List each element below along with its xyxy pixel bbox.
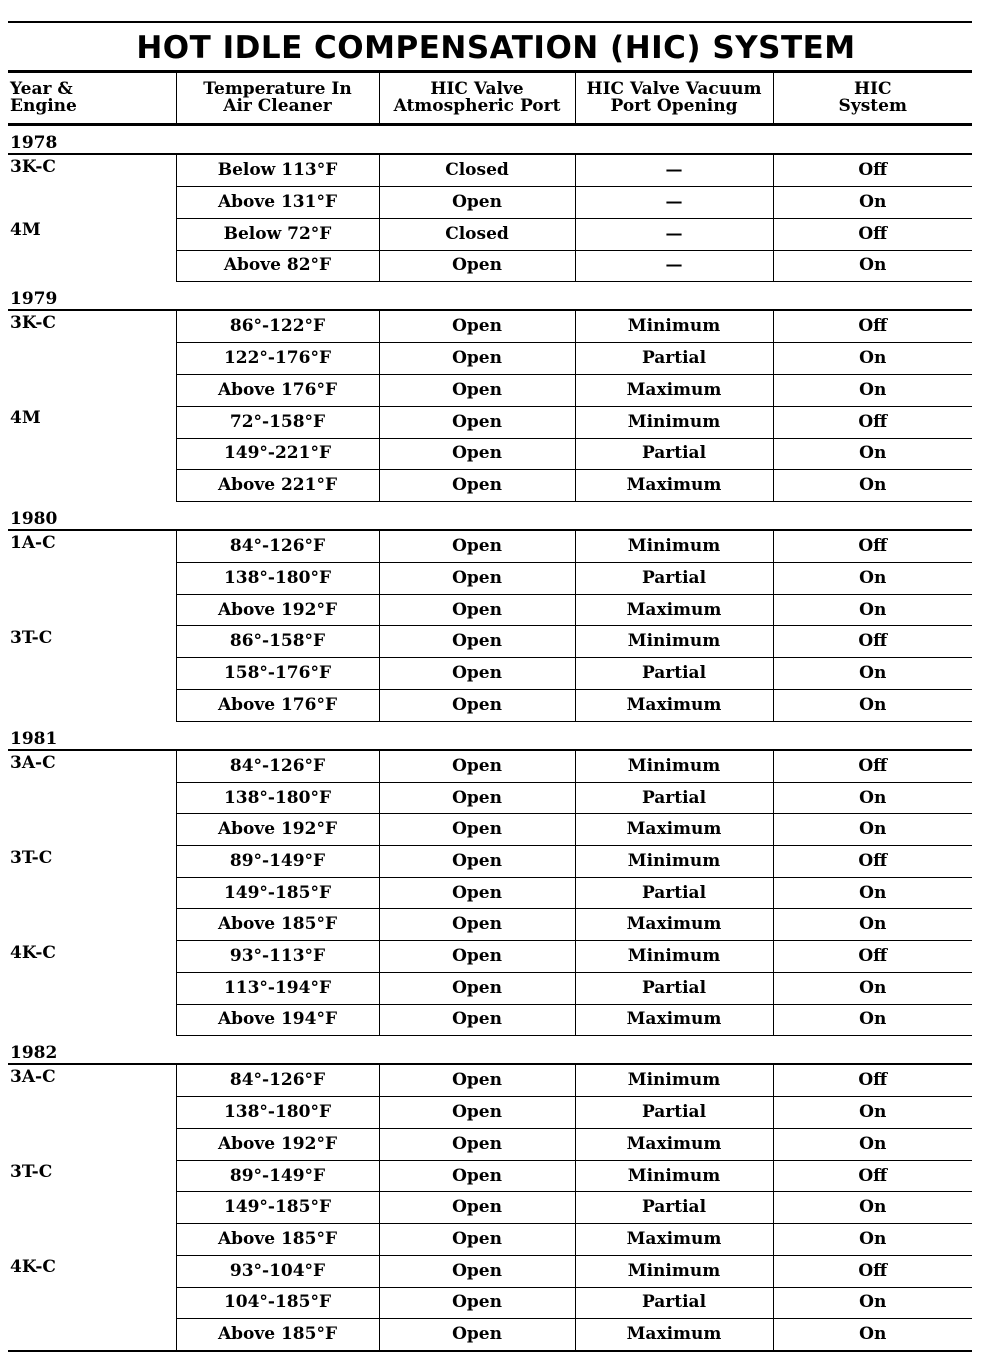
atmospheric-port-cell: Open [379,310,575,343]
temperature-cell: 149°-221°F [176,438,379,470]
header-temperature-line2: Air Cleaner [223,96,332,116]
atmospheric-port-cell: Open [379,594,575,626]
atmospheric-port-cell: Open [379,941,575,973]
hic-system-cell: On [773,877,972,909]
hic-system-cell: Off [773,310,972,343]
temperature-cell: 104°-185°F [176,1287,379,1319]
header-atmospheric-port-line1: HIC Valve [430,79,524,99]
temperature-cell: Above 185°F [176,1319,379,1352]
hic-system-cell: On [773,470,972,502]
table-row [8,1224,972,1256]
engine-cell [8,594,176,626]
table-row [8,941,972,973]
table-row [8,909,972,941]
vacuum-port-cell: Minimum [575,310,773,343]
temperature-cell: 89°-149°F [176,846,379,878]
engine-cell: 1A-C [10,532,56,553]
engine-cell [8,1097,176,1129]
header-vacuum-port [575,73,773,125]
atmospheric-port-cell: Open [379,689,575,721]
atmospheric-port-cell: Closed [379,154,575,187]
page-title: HOT IDLE COMPENSATION (HIC) SYSTEM [136,30,856,66]
atmospheric-port-cell: Open [379,1255,575,1287]
header-hic-system-line1: HIC [853,79,892,99]
temperature-cell: Above 131°F [176,187,379,219]
temperature-cell: 93°-113°F [176,941,379,973]
table-row [8,1160,972,1192]
atmospheric-port-cell: Open [379,1160,575,1192]
vacuum-port-cell: Partial [575,563,773,595]
vacuum-port-cell: Partial [575,1287,773,1319]
temperature-cell: 84°-126°F [176,1064,379,1097]
engine-cell: 3T-C [10,1162,53,1183]
table-row [8,1004,972,1036]
year-label: 1982 [8,1036,972,1065]
vacuum-port-cell: Partial [575,658,773,690]
vacuum-port-cell: Maximum [575,689,773,721]
year-row [8,501,972,530]
table-body [8,125,972,1352]
hic-system-cell: On [773,187,972,219]
hic-system-cell: On [773,909,972,941]
table-row [8,310,972,343]
table-row [8,594,972,626]
header-year-engine-line2: Engine [10,96,77,116]
vacuum-port-cell: Minimum [575,1255,773,1287]
engine-cell [8,375,176,407]
atmospheric-port-cell: Open [379,343,575,375]
engine-cell [8,250,176,282]
temperature-cell: 84°-126°F [176,530,379,563]
temperature-cell: 86°-122°F [176,310,379,343]
table-row [8,470,972,502]
vacuum-port-cell: Minimum [575,530,773,563]
temperature-cell: 158°-176°F [176,658,379,690]
year-row [8,1036,972,1065]
temperature-cell: Above 221°F [176,470,379,502]
atmospheric-port-cell: Open [379,1097,575,1129]
table-row [8,689,972,721]
table-row [8,1192,972,1224]
atmospheric-port-cell: Open [379,909,575,941]
top-rule [8,21,972,23]
table-row [8,1064,972,1097]
year-row [8,282,972,311]
vacuum-port-cell: Minimum [575,941,773,973]
hic-system-cell: On [773,1319,972,1352]
engine-cell: 3T-C [10,627,53,648]
header-vacuum-port-line2: Port Opening [610,96,738,116]
engine-cell [8,814,176,846]
atmospheric-port-cell: Open [379,406,575,438]
vacuum-port-cell: Minimum [575,406,773,438]
header-hic-system [773,73,972,125]
table-row [8,1129,972,1161]
vacuum-port-cell: Partial [575,972,773,1004]
temperature-cell: 86°-158°F [176,626,379,658]
hic-system-cell: On [773,782,972,814]
engine-cell [8,658,176,690]
table-row [8,1287,972,1319]
vacuum-port-cell: Maximum [575,594,773,626]
hic-system-cell: On [773,972,972,1004]
engine-cell [8,1192,176,1224]
engine-cell [8,782,176,814]
header-row [8,73,972,125]
engine-cell [8,1287,176,1319]
engine-cell: 3A-C [10,752,56,773]
engine-cell [8,470,176,502]
temperature-cell: 113°-194°F [176,972,379,1004]
temperature-cell: 149°-185°F [176,877,379,909]
temperature-cell: 149°-185°F [176,1192,379,1224]
atmospheric-port-cell: Open [379,1287,575,1319]
vacuum-port-cell: Maximum [575,1129,773,1161]
atmospheric-port-cell: Open [379,972,575,1004]
header-temperature-line1: Temperature In [203,79,352,99]
table-row [8,1097,972,1129]
temperature-cell: Below 72°F [176,218,379,250]
table-row [8,438,972,470]
hic-system-cell: Off [773,750,972,783]
hic-system-cell: On [773,375,972,407]
table-row [8,626,972,658]
header-atmospheric-port [379,73,575,125]
hic-system-cell: Off [773,1160,972,1192]
vacuum-port-cell: — [575,250,773,282]
table-row [8,877,972,909]
vacuum-port-cell: Partial [575,343,773,375]
vacuum-port-cell: Maximum [575,909,773,941]
hic-system-cell: Off [773,154,972,187]
table-row [8,218,972,250]
header-vacuum-port-line1: HIC Valve Vacuum [586,79,762,99]
table-row [8,1319,972,1352]
atmospheric-port-cell: Open [379,1224,575,1256]
temperature-cell: Above 192°F [176,594,379,626]
year-label: 1978 [8,125,972,155]
temperature-cell: 89°-149°F [176,1160,379,1192]
hic-system-cell: On [773,438,972,470]
vacuum-port-cell: Minimum [575,626,773,658]
header-hic-system-line2: System [838,96,907,116]
table-row [8,846,972,878]
atmospheric-port-cell: Open [379,658,575,690]
atmospheric-port-cell: Open [379,782,575,814]
table-row [8,658,972,690]
vacuum-port-cell: Partial [575,877,773,909]
engine-cell [8,187,176,219]
table-row [8,154,972,187]
temperature-cell: Above 192°F [176,1129,379,1161]
vacuum-port-cell: Maximum [575,1319,773,1352]
hic-system-cell: On [773,1287,972,1319]
table-row [8,563,972,595]
hic-system-cell: On [773,563,972,595]
year-label: 1979 [8,282,972,311]
year-row [8,721,972,750]
header-atmospheric-port-line2: Atmospheric Port [393,96,561,116]
atmospheric-port-cell: Open [379,250,575,282]
temperature-cell: 138°-180°F [176,782,379,814]
table-row [8,530,972,563]
table-row [8,250,972,282]
vacuum-port-cell: Maximum [575,470,773,502]
temperature-cell: 72°-158°F [176,406,379,438]
hic-system-cell: Off [773,941,972,973]
atmospheric-port-cell: Open [379,1319,575,1352]
temperature-cell: Above 192°F [176,814,379,846]
hic-system-cell: On [773,658,972,690]
year-label: 1980 [8,501,972,530]
engine-cell: 4M [10,408,41,429]
hic-system-cell: Off [773,406,972,438]
hic-system-cell: Off [773,530,972,563]
vacuum-port-cell: Maximum [575,1004,773,1036]
hic-system-cell: On [773,1224,972,1256]
atmospheric-port-cell: Open [379,438,575,470]
header-year-engine-line1: Year & [10,79,73,99]
hic-system-cell: Off [773,626,972,658]
engine-cell: 3K-C [10,157,56,177]
engine-cell [8,972,176,1004]
table-row [8,406,972,438]
hic-system-cell: On [773,1129,972,1161]
atmospheric-port-cell: Open [379,470,575,502]
temperature-cell: 93°-104°F [176,1255,379,1287]
atmospheric-port-cell: Open [379,563,575,595]
vacuum-port-cell: Minimum [575,1160,773,1192]
engine-cell: 3A-C [10,1067,56,1088]
hic-system-cell: On [773,250,972,282]
engine-cell [8,343,176,375]
engine-cell: 4K-C [10,942,56,963]
hic-system-cell: On [773,594,972,626]
vacuum-port-cell: Minimum [575,1064,773,1097]
temperature-cell: 84°-126°F [176,750,379,783]
table-row [8,972,972,1004]
atmospheric-port-cell: Open [379,1004,575,1036]
engine-cell [8,438,176,470]
temperature-cell: Above 185°F [176,1224,379,1256]
atmospheric-port-cell: Open [379,846,575,878]
temperature-cell: Below 113°F [176,154,379,187]
vacuum-port-cell: Partial [575,1097,773,1129]
table-row [8,343,972,375]
header-temperature [176,73,379,125]
temperature-cell: Above 185°F [176,909,379,941]
hic-system-cell: Off [773,1064,972,1097]
vacuum-port-cell: Partial [575,438,773,470]
vacuum-port-cell: Minimum [575,846,773,878]
header-year-engine [8,73,176,125]
atmospheric-port-cell: Open [379,750,575,783]
table-row [8,187,972,219]
atmospheric-port-cell: Open [379,1192,575,1224]
engine-cell [8,563,176,595]
table-row [8,782,972,814]
temperature-cell: Above 194°F [176,1004,379,1036]
temperature-cell: 122°-176°F [176,343,379,375]
atmospheric-port-cell: Open [379,814,575,846]
atmospheric-port-cell: Closed [379,218,575,250]
hic-system-cell: Off [773,1255,972,1287]
atmospheric-port-cell: Open [379,1064,575,1097]
atmospheric-port-cell: Open [379,877,575,909]
hic-system-cell: On [773,1192,972,1224]
temperature-cell: 138°-180°F [176,1097,379,1129]
vacuum-port-cell: Minimum [575,750,773,783]
temperature-cell: Above 82°F [176,250,379,282]
engine-cell: 3K-C [10,313,56,334]
hic-system-cell: Off [773,846,972,878]
table-row [8,750,972,783]
year-row [8,125,972,155]
engine-cell [8,1224,176,1256]
atmospheric-port-cell: Open [379,187,575,219]
vacuum-port-cell: Maximum [575,1224,773,1256]
vacuum-port-cell: — [575,218,773,250]
engine-cell: 4K-C [10,1257,56,1278]
vacuum-port-cell: — [575,187,773,219]
temperature-cell: Above 176°F [176,375,379,407]
table-row [8,814,972,846]
vacuum-port-cell: Maximum [575,814,773,846]
vacuum-port-cell: — [575,154,773,187]
temperature-cell: Above 176°F [176,689,379,721]
hic-system-cell: On [773,343,972,375]
hic-system-cell: Off [773,218,972,250]
atmospheric-port-cell: Open [379,375,575,407]
engine-cell [8,1319,176,1352]
table-row [8,375,972,407]
engine-cell: 3T-C [10,847,53,868]
hic-system-cell: On [773,1004,972,1036]
year-label: 1981 [8,721,972,750]
vacuum-port-cell: Maximum [575,375,773,407]
atmospheric-port-cell: Open [379,1129,575,1161]
atmospheric-port-cell: Open [379,530,575,563]
engine-cell [8,877,176,909]
engine-cell [8,909,176,941]
vacuum-port-cell: Partial [575,782,773,814]
table-row [8,1255,972,1287]
hic-system-cell: On [773,814,972,846]
atmospheric-port-cell: Open [379,626,575,658]
engine-cell: 4M [10,220,41,241]
engine-cell [8,689,176,721]
vacuum-port-cell: Partial [575,1192,773,1224]
temperature-cell: 138°-180°F [176,563,379,595]
hic-system-cell: On [773,1097,972,1129]
hic-system-table [8,73,972,1352]
engine-cell [8,1004,176,1036]
engine-cell [8,1129,176,1161]
hic-system-cell: On [773,689,972,721]
